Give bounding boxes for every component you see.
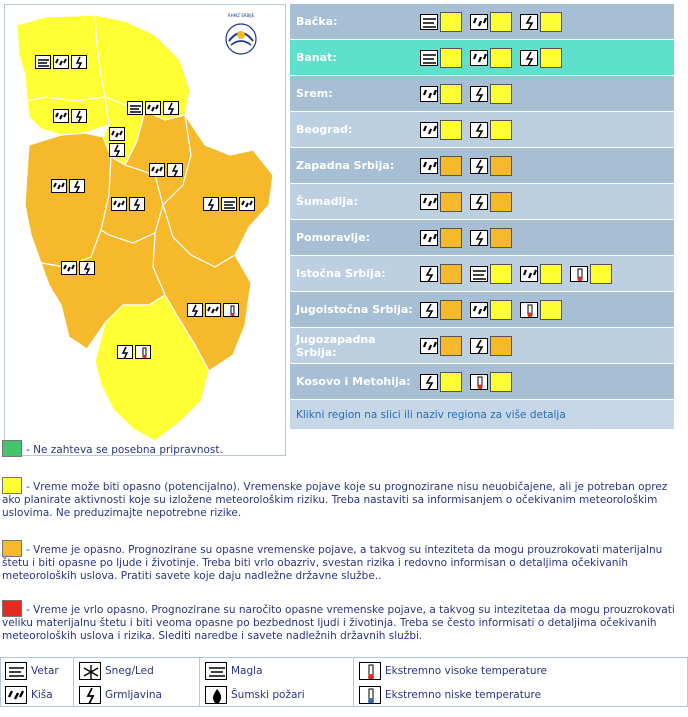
hint-text: Klikni region na slici ili naziv regiona za više detalja xyxy=(296,408,566,421)
rain-icon xyxy=(145,101,161,115)
region-row-jugoistocna-srbija[interactable] xyxy=(290,292,674,328)
yellow-level-swatch xyxy=(490,12,512,32)
rain-icon xyxy=(53,109,69,123)
orange-level-swatch xyxy=(440,156,462,176)
heat-icon xyxy=(359,662,381,680)
warning-item xyxy=(470,335,512,356)
key-thunder: Grmljavina xyxy=(79,686,162,704)
warning-item xyxy=(470,47,512,68)
orange-level-swatch xyxy=(440,228,462,248)
icon-key xyxy=(0,657,688,707)
region-name-link[interactable]: Beograd: xyxy=(296,123,353,136)
key-cold: Ekstremno niske temperature xyxy=(359,686,541,704)
warning-item xyxy=(520,263,562,284)
warning-item xyxy=(470,227,512,248)
rain-icon xyxy=(420,230,438,246)
region-row-srem[interactable] xyxy=(290,76,674,112)
thunderstorm-icon xyxy=(470,338,488,354)
hint-row xyxy=(290,400,674,430)
key-fog: Magla xyxy=(205,662,263,680)
yellow-level-swatch xyxy=(490,48,512,68)
thunderstorm-icon xyxy=(470,230,488,246)
thunderstorm-icon xyxy=(520,50,538,66)
warning-item xyxy=(420,155,462,176)
thunderstorm-icon xyxy=(470,194,488,210)
rain-icon xyxy=(470,302,488,318)
thunderstorm-icon xyxy=(79,686,101,704)
warning-item xyxy=(420,119,462,140)
yellow-level-swatch xyxy=(540,12,562,32)
warning-map[interactable] xyxy=(4,4,286,456)
fog-icon xyxy=(205,662,227,680)
warning-item xyxy=(420,83,462,104)
rain-icon xyxy=(470,14,488,30)
thunderstorm-icon xyxy=(520,14,538,30)
warning-item xyxy=(420,299,462,320)
rain-icon xyxy=(51,179,67,193)
rain-icon xyxy=(470,50,488,66)
rain-icon xyxy=(420,158,438,174)
yellow-level-swatch xyxy=(540,300,562,320)
map-icons-jugoistocna-srbija[interactable] xyxy=(187,303,239,317)
rain-icon xyxy=(111,197,127,211)
warning-item xyxy=(470,371,512,392)
region-row-kosovo-i-metohija[interactable] xyxy=(290,364,674,400)
region-warnings xyxy=(420,191,520,212)
region-name-link[interactable]: Istočna Srbija: xyxy=(296,267,386,280)
thunderstorm-icon xyxy=(470,158,488,174)
yellow-level-swatch xyxy=(490,372,512,392)
key-wind: Vetar xyxy=(5,662,59,680)
map-icons-pomoravlje[interactable] xyxy=(149,163,183,177)
legend-yellow: - Vreme može biti opasno (potencijalno). Vremenske pojave koje su prognozirane nisu neuobičajene, ali je potreban oprez ako planirate aktivnosti koje su izložene meteorološkim riziku. Treba nastaviti sa informisanjem o očekivanim meteorološkim uslovima. Ne preduzimajte nepotrebne rizike. xyxy=(2,477,678,520)
snowflake-icon xyxy=(79,662,101,680)
forest-fire-icon xyxy=(205,686,227,704)
orange-level-swatch xyxy=(490,156,512,176)
yellow-level-swatch xyxy=(440,372,462,392)
region-name-link[interactable]: Jugoistočna Srbija: xyxy=(296,303,413,316)
thunderstorm-icon xyxy=(167,163,183,177)
region-warnings xyxy=(420,263,620,284)
warning-item xyxy=(470,83,512,104)
region-warnings xyxy=(420,155,520,176)
warning-item xyxy=(420,263,462,284)
legend-red: - Vreme je vrlo opasno. Prognozirane su naročito opasne vremenske pojave, a takvog su intezitetaa da mogu prouzrokovati veliku materijalnu štetu i biti veoma opasne po bezbednost ljudi i životinja. Treba se često informisati o detaljima očekivanih meteoroloških uslova i rizika. Slediti naredbe i savete nadležnih državnih službi. xyxy=(2,600,678,643)
legend-orange: - Vreme je opasno. Prognozirane su opasne vremenske pojave, a takvog su intezitetа da mogu prouzrokovati materijalnu štetu i biti opasne po ljude i životinje. Treba biti vrlo obazriv, svestan rizika i redovno informisan o detaljima očekivanih meteoroloških uslova. Pratiti savete koje daju nadležne državne službe.. xyxy=(2,540,678,583)
red-level-swatch xyxy=(2,600,22,617)
map-icons-beograd[interactable] xyxy=(109,127,125,157)
thunderstorm-icon xyxy=(79,261,95,275)
wind-icon xyxy=(420,50,438,66)
thunderstorm-icon xyxy=(71,109,87,123)
map-icons-banat[interactable] xyxy=(127,101,179,115)
region-warnings xyxy=(420,11,570,32)
orange-level-swatch xyxy=(490,228,512,248)
orange-level-swatch xyxy=(440,192,462,212)
thunderstorm-icon xyxy=(420,302,438,318)
region-warnings xyxy=(420,119,520,140)
warning-item xyxy=(420,371,462,392)
rain-icon xyxy=(5,686,27,704)
region-name-link[interactable]: Zapadna Srbija: xyxy=(296,159,395,172)
warning-item xyxy=(470,119,512,140)
key-snow: Sneg/Led xyxy=(79,662,154,680)
orange-level-swatch xyxy=(440,300,462,320)
key-rain: Kiša xyxy=(5,686,53,704)
orange-level-swatch xyxy=(490,336,512,356)
region-row-jugozapadna-srbija[interactable] xyxy=(290,328,674,364)
rain-icon xyxy=(520,266,538,282)
rhmz-logo xyxy=(219,13,263,63)
thunderstorm-icon xyxy=(71,55,87,69)
region-row-backa[interactable] xyxy=(290,4,674,40)
region-warnings xyxy=(420,371,520,392)
rain-icon xyxy=(61,261,77,275)
map-icons-backa[interactable] xyxy=(35,55,87,69)
thunderstorm-icon xyxy=(187,303,203,317)
region-warnings xyxy=(420,335,520,356)
region-name-link[interactable]: Jugozapadna Srbija: xyxy=(296,332,376,359)
heat-icon xyxy=(135,345,151,359)
yellow-level-swatch xyxy=(590,264,612,284)
region-name-link[interactable]: Bačka: xyxy=(296,15,338,28)
map-icons-sumadija[interactable] xyxy=(111,197,145,211)
heat-icon xyxy=(570,266,588,282)
yellow-level-swatch xyxy=(490,264,512,284)
rain-icon xyxy=(420,86,438,102)
rain-icon xyxy=(149,163,165,177)
key-fire: Šumski požari xyxy=(205,686,305,704)
yellow-level-swatch xyxy=(490,300,512,320)
orange-level-swatch xyxy=(490,192,512,212)
rain-icon xyxy=(205,303,221,317)
warning-item xyxy=(420,227,462,248)
map-icons-istocna-srbija[interactable] xyxy=(203,197,255,211)
region-warnings xyxy=(420,47,570,68)
region-row-zapadna-srbija[interactable] xyxy=(290,148,674,184)
map-icons-srem[interactable] xyxy=(53,109,87,123)
wind-icon xyxy=(5,662,27,680)
thunderstorm-icon xyxy=(117,345,133,359)
wind-icon xyxy=(221,197,237,211)
map-icons-zapadna-srbija-north[interactable] xyxy=(51,179,85,193)
region-name-link[interactable]: Banat: xyxy=(296,51,337,64)
key-heat: Ekstremno visoke temperature xyxy=(359,662,547,680)
orange-level-swatch xyxy=(440,264,462,284)
region-warnings xyxy=(420,83,520,104)
region-row-banat[interactable] xyxy=(290,40,674,76)
heat-icon xyxy=(223,303,239,317)
heat-icon xyxy=(520,302,538,318)
yellow-level-swatch xyxy=(540,264,562,284)
region-name-link[interactable]: Šumadija: xyxy=(296,195,358,208)
region-row-beograd[interactable] xyxy=(290,112,674,148)
thunderstorm-icon xyxy=(129,197,145,211)
warning-item xyxy=(420,335,462,356)
warning-item xyxy=(470,299,512,320)
rain-icon xyxy=(420,338,438,354)
yellow-level-swatch xyxy=(490,84,512,104)
wind-icon xyxy=(127,101,143,115)
region-name-link[interactable]: Pomoravlje: xyxy=(296,231,371,244)
cold-icon xyxy=(359,686,381,704)
warning-item xyxy=(420,11,462,32)
logo-caption: RHMZ SRBIJE xyxy=(227,13,255,18)
region-warnings xyxy=(420,227,520,248)
yellow-level-swatch xyxy=(2,477,22,494)
warning-item xyxy=(520,11,562,32)
warning-item xyxy=(470,155,512,176)
rain-icon xyxy=(420,194,438,210)
wind-icon xyxy=(35,55,51,69)
serbia-map-svg[interactable] xyxy=(5,5,287,457)
map-icons-kosovo[interactable] xyxy=(117,345,151,359)
rain-icon xyxy=(420,122,438,138)
yellow-level-swatch xyxy=(440,120,462,140)
warning-item xyxy=(520,47,562,68)
wind-icon xyxy=(470,266,488,282)
thunderstorm-icon xyxy=(109,143,125,157)
map-icons-zapadna-srbija-south[interactable] xyxy=(61,261,95,275)
yellow-level-swatch xyxy=(490,120,512,140)
heat-icon xyxy=(470,374,488,390)
warning-item xyxy=(470,191,512,212)
green-level-swatch xyxy=(2,440,22,457)
orange-level-swatch xyxy=(440,336,462,356)
yellow-level-swatch xyxy=(540,48,562,68)
warning-item xyxy=(570,263,612,284)
warning-item xyxy=(520,299,562,320)
warning-item xyxy=(420,47,462,68)
thunderstorm-icon xyxy=(470,122,488,138)
region-name-link[interactable]: Kosovo i Metohija: xyxy=(296,375,411,388)
thunderstorm-icon xyxy=(470,86,488,102)
rain-icon xyxy=(53,55,69,69)
rain-icon xyxy=(109,127,125,141)
yellow-level-swatch xyxy=(440,84,462,104)
region-row-pomoravlje[interactable] xyxy=(290,220,674,256)
orange-level-swatch xyxy=(2,540,22,557)
thunderstorm-icon xyxy=(420,374,438,390)
region-table xyxy=(290,4,674,430)
thunderstorm-icon xyxy=(163,101,179,115)
yellow-level-swatch xyxy=(440,12,462,32)
region-name-link[interactable]: Srem: xyxy=(296,87,333,100)
thunderstorm-icon xyxy=(420,266,438,282)
wind-icon xyxy=(420,14,438,30)
warning-item xyxy=(470,263,512,284)
legend-green: - Ne zahteva se posebna pripravnost. xyxy=(2,440,678,457)
rain-icon xyxy=(239,197,255,211)
region-row-istocna-srbija[interactable] xyxy=(290,256,674,292)
warning-item xyxy=(420,191,462,212)
warning-item xyxy=(470,11,512,32)
region-row-sumadija[interactable] xyxy=(290,184,674,220)
thunderstorm-icon xyxy=(69,179,85,193)
yellow-level-swatch xyxy=(440,48,462,68)
thunderstorm-icon xyxy=(203,197,219,211)
region-warnings xyxy=(420,299,570,320)
